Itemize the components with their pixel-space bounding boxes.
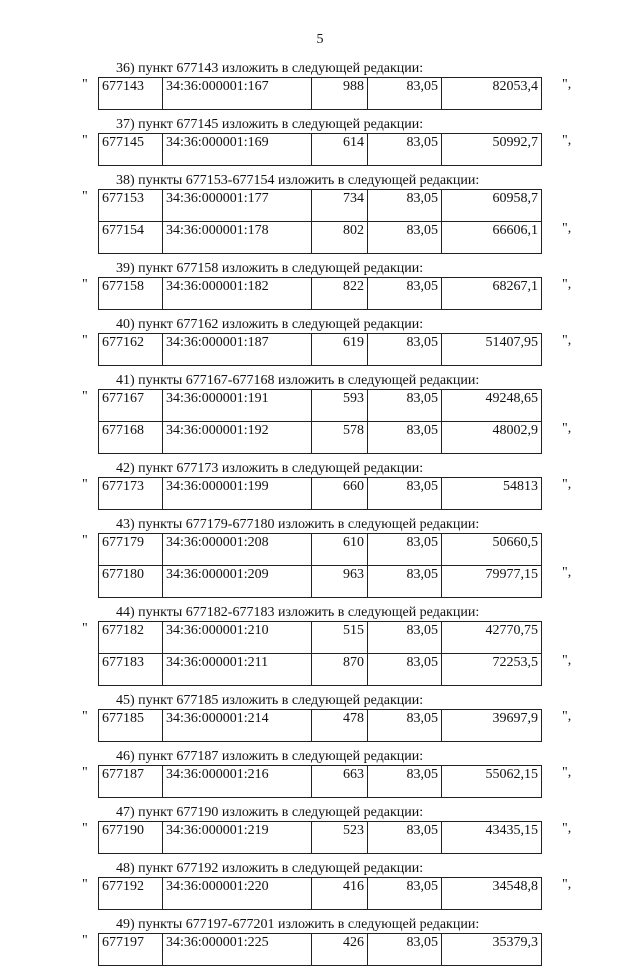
closing-quote: ", (562, 133, 572, 148)
price-cell: 83,05 (368, 622, 442, 654)
cadastral-number-cell: 34:36:000001:199 (163, 478, 312, 510)
table-row (99, 822, 542, 854)
plot-number-cell: 677182 (99, 622, 163, 654)
table-row (99, 654, 542, 686)
amendment-section (78, 692, 578, 742)
amendment-section (78, 260, 578, 310)
opening-quote: " (82, 765, 88, 780)
sum-cell: 50992,7 (442, 134, 542, 166)
table-row (99, 622, 542, 654)
plot-number-cell: 677143 (99, 78, 163, 110)
cadastral-number-cell: 34:36:000001:178 (163, 222, 312, 254)
area-cell: 614 (312, 134, 368, 166)
amendment-section (78, 316, 578, 366)
sum-cell: 50660,5 (442, 534, 542, 566)
plot-number-cell: 677154 (99, 222, 163, 254)
amendment-table (98, 133, 542, 166)
opening-quote: " (82, 709, 88, 724)
opening-quote: " (82, 477, 88, 492)
plot-number-cell: 677145 (99, 134, 163, 166)
amendment-section (78, 516, 578, 598)
cadastral-number-cell: 34:36:000001:214 (163, 710, 312, 742)
price-cell: 83,05 (368, 478, 442, 510)
cadastral-number-cell: 34:36:000001:177 (163, 190, 312, 222)
price-cell: 83,05 (368, 78, 442, 110)
amendment-table-wrap (78, 533, 578, 598)
plot-number-cell: 677179 (99, 534, 163, 566)
area-cell: 426 (312, 934, 368, 966)
plot-number-cell: 677173 (99, 478, 163, 510)
area-cell: 802 (312, 222, 368, 254)
area-cell: 734 (312, 190, 368, 222)
opening-quote: " (82, 821, 88, 836)
sum-cell: 79977,15 (442, 566, 542, 598)
area-cell: 619 (312, 334, 368, 366)
sum-cell: 60958,7 (442, 190, 542, 222)
cadastral-number-cell: 34:36:000001:225 (163, 934, 312, 966)
plot-number-cell: 677197 (99, 934, 163, 966)
amendment-heading: 45) пункт 677185 изложить в следующей редакции: (116, 693, 424, 708)
price-cell: 83,05 (368, 222, 442, 254)
price-cell: 83,05 (368, 934, 442, 966)
area-cell: 593 (312, 390, 368, 422)
amendment-section (78, 804, 578, 854)
price-cell: 83,05 (368, 654, 442, 686)
amendment-section (78, 172, 578, 254)
table-row (99, 478, 542, 510)
amendment-section (78, 372, 578, 454)
amendment-section (78, 60, 578, 110)
amendment-heading: 38) пункты 677153-677154 изложить в следующей редакции: (116, 173, 480, 188)
cadastral-number-cell: 34:36:000001:209 (163, 566, 312, 598)
amendment-table (98, 933, 542, 966)
amendment-heading: 37) пункт 677145 изложить в следующей редакции: (116, 117, 424, 132)
sum-cell: 43435,15 (442, 822, 542, 854)
opening-quote: " (82, 189, 88, 204)
closing-quote: ", (562, 477, 572, 492)
opening-quote: " (82, 277, 88, 292)
area-cell: 663 (312, 766, 368, 798)
sum-cell: 48002,9 (442, 422, 542, 454)
amendment-section (78, 460, 578, 510)
amendment-table-wrap (78, 821, 578, 854)
amendment-table-wrap (78, 877, 578, 910)
amendment-table-wrap (78, 333, 578, 366)
sum-cell: 51407,95 (442, 334, 542, 366)
area-cell: 660 (312, 478, 368, 510)
price-cell: 83,05 (368, 710, 442, 742)
amendment-table (98, 189, 542, 254)
amendment-table-wrap (78, 933, 578, 966)
price-cell: 83,05 (368, 822, 442, 854)
opening-quote: " (82, 533, 88, 548)
amendment-table-wrap (78, 277, 578, 310)
amendment-table-wrap (78, 77, 578, 110)
table-row (99, 766, 542, 798)
table-row (99, 78, 542, 110)
sum-cell: 66606,1 (442, 222, 542, 254)
closing-quote: ", (562, 821, 572, 836)
cadastral-number-cell: 34:36:000001:208 (163, 534, 312, 566)
plot-number-cell: 677153 (99, 190, 163, 222)
amendment-table (98, 333, 542, 366)
plot-number-cell: 677167 (99, 390, 163, 422)
table-row (99, 334, 542, 366)
page-number: 5 (316, 32, 324, 47)
amendment-heading: 42) пункт 677173 изложить в следующей редакции: (116, 461, 424, 476)
amendment-table (98, 621, 542, 686)
table-row (99, 222, 542, 254)
closing-quote: ", (562, 877, 572, 892)
plot-number-cell: 677168 (99, 422, 163, 454)
cadastral-number-cell: 34:36:000001:216 (163, 766, 312, 798)
area-cell: 523 (312, 822, 368, 854)
closing-quote: ", (562, 565, 572, 580)
price-cell: 83,05 (368, 566, 442, 598)
opening-quote: " (82, 933, 88, 948)
amendment-table-wrap (78, 709, 578, 742)
price-cell: 83,05 (368, 134, 442, 166)
closing-quote: ", (562, 421, 572, 436)
cadastral-number-cell: 34:36:000001:220 (163, 878, 312, 910)
area-cell: 416 (312, 878, 368, 910)
area-cell: 478 (312, 710, 368, 742)
amendment-heading: 48) пункт 677192 изложить в следующей редакции: (116, 861, 424, 876)
plot-number-cell: 677187 (99, 766, 163, 798)
amendment-section (78, 860, 578, 910)
amendment-heading: 41) пункты 677167-677168 изложить в следующей редакции: (116, 373, 480, 388)
opening-quote: " (82, 333, 88, 348)
area-cell: 610 (312, 534, 368, 566)
table-row (99, 422, 542, 454)
area-cell: 963 (312, 566, 368, 598)
amendment-table (98, 821, 542, 854)
cadastral-number-cell: 34:36:000001:169 (163, 134, 312, 166)
area-cell: 578 (312, 422, 368, 454)
price-cell: 83,05 (368, 190, 442, 222)
cadastral-number-cell: 34:36:000001:187 (163, 334, 312, 366)
table-row (99, 710, 542, 742)
sum-cell: 72253,5 (442, 654, 542, 686)
plot-number-cell: 677192 (99, 878, 163, 910)
opening-quote: " (82, 389, 88, 404)
closing-quote: ", (562, 221, 572, 236)
table-row (99, 534, 542, 566)
sum-cell: 55062,15 (442, 766, 542, 798)
price-cell: 83,05 (368, 534, 442, 566)
opening-quote: " (82, 77, 88, 92)
amendment-section (78, 604, 578, 686)
closing-quote: ", (562, 765, 572, 780)
amendment-heading: 46) пункт 677187 изложить в следующей редакции: (116, 749, 424, 764)
amendment-heading: 44) пункты 677182-677183 изложить в следующей редакции: (116, 605, 480, 620)
area-cell: 988 (312, 78, 368, 110)
amendment-table (98, 877, 542, 910)
plot-number-cell: 677185 (99, 710, 163, 742)
closing-quote: ", (562, 709, 572, 724)
plot-number-cell: 677180 (99, 566, 163, 598)
sum-cell: 82053,4 (442, 78, 542, 110)
price-cell: 83,05 (368, 334, 442, 366)
plot-number-cell: 677190 (99, 822, 163, 854)
price-cell: 83,05 (368, 278, 442, 310)
amendment-section (78, 916, 578, 966)
amendment-table (98, 389, 542, 454)
document-body (78, 60, 578, 972)
amendment-table (98, 477, 542, 510)
amendment-heading: 40) пункт 677162 изложить в следующей редакции: (116, 317, 424, 332)
cadastral-number-cell: 34:36:000001:191 (163, 390, 312, 422)
amendment-heading: 47) пункт 677190 изложить в следующей редакции: (116, 805, 424, 820)
cadastral-number-cell: 34:36:000001:182 (163, 278, 312, 310)
cadastral-number-cell: 34:36:000001:192 (163, 422, 312, 454)
amendment-table-wrap (78, 477, 578, 510)
amendment-table (98, 765, 542, 798)
plot-number-cell: 677183 (99, 654, 163, 686)
amendment-table-wrap (78, 189, 578, 254)
amendment-heading: 49) пункты 677197-677201 изложить в следующей редакции: (116, 917, 480, 932)
plot-number-cell: 677158 (99, 278, 163, 310)
amendment-table-wrap (78, 765, 578, 798)
amendment-heading: 43) пункты 677179-677180 изложить в следующей редакции: (116, 517, 480, 532)
amendment-heading: 39) пункт 677158 изложить в следующей редакции: (116, 261, 424, 276)
table-row (99, 278, 542, 310)
cadastral-number-cell: 34:36:000001:167 (163, 78, 312, 110)
amendment-table-wrap (78, 133, 578, 166)
amendment-table (98, 709, 542, 742)
sum-cell: 39697,9 (442, 710, 542, 742)
area-cell: 870 (312, 654, 368, 686)
amendment-table (98, 533, 542, 598)
table-row (99, 390, 542, 422)
opening-quote: " (82, 621, 88, 636)
price-cell: 83,05 (368, 390, 442, 422)
price-cell: 83,05 (368, 766, 442, 798)
opening-quote: " (82, 133, 88, 148)
amendment-table-wrap (78, 389, 578, 454)
closing-quote: ", (562, 77, 572, 92)
price-cell: 83,05 (368, 878, 442, 910)
amendment-table (98, 77, 542, 110)
closing-quote: ", (562, 653, 572, 668)
amendment-table (98, 277, 542, 310)
price-cell: 83,05 (368, 422, 442, 454)
amendment-section (78, 748, 578, 798)
plot-number-cell: 677162 (99, 334, 163, 366)
cadastral-number-cell: 34:36:000001:219 (163, 822, 312, 854)
area-cell: 822 (312, 278, 368, 310)
cadastral-number-cell: 34:36:000001:211 (163, 654, 312, 686)
sum-cell: 42770,75 (442, 622, 542, 654)
opening-quote: " (82, 877, 88, 892)
closing-quote: ", (562, 277, 572, 292)
table-row (99, 566, 542, 598)
table-row (99, 134, 542, 166)
amendment-heading: 36) пункт 677143 изложить в следующей редакции: (116, 61, 424, 76)
amendment-table-wrap (78, 621, 578, 686)
cadastral-number-cell: 34:36:000001:210 (163, 622, 312, 654)
sum-cell: 35379,3 (442, 934, 542, 966)
table-row (99, 190, 542, 222)
sum-cell: 68267,1 (442, 278, 542, 310)
amendment-section (78, 116, 578, 166)
table-row (99, 934, 542, 966)
sum-cell: 49248,65 (442, 390, 542, 422)
sum-cell: 54813 (442, 478, 542, 510)
sum-cell: 34548,8 (442, 878, 542, 910)
closing-quote: ", (562, 333, 572, 348)
area-cell: 515 (312, 622, 368, 654)
